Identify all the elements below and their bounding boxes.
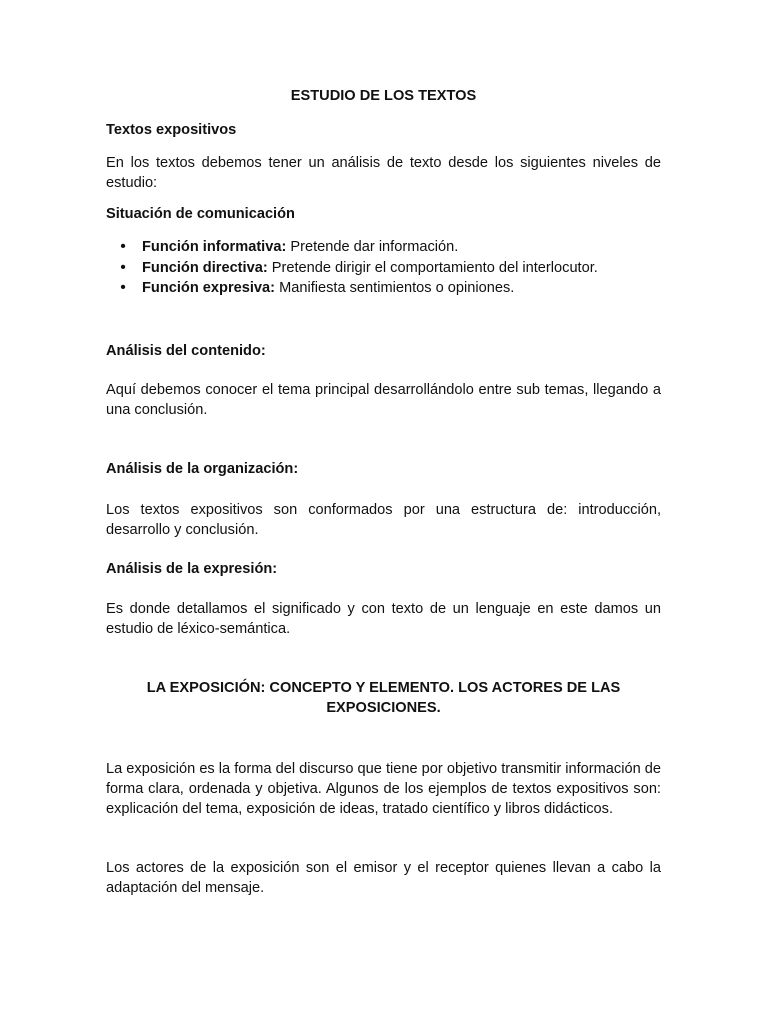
section-heading-textos-expositivos: Textos expositivos — [106, 122, 237, 138]
bullet-label: Función expresiva: — [142, 280, 276, 296]
bullet-item-directiva — [106, 258, 661, 279]
bullet-label: Función directiva: — [142, 259, 268, 276]
bullet-text: Pretende dirigir el comportamiento del interlocutor. — [267, 259, 598, 276]
paragraph-analisis-contenido: Aquí debemos conocer el tema principal desarrollándolo entre sub temas, llegando a una conclusión. — [106, 382, 661, 418]
paragraph-niveles-de-estudio: En los textos debemos tener un análisis de texto desde los siguientes niveles de estudio: — [106, 155, 661, 191]
bullet-icon: • — [120, 279, 126, 296]
section-heading-situacion-comunicacion: Situación de comunicación — [106, 206, 295, 222]
paragraph-exposicion-definicion: La exposición es la forma del discurso que tiene por objetivo transmitir información de forma clara, ordenada y objetiva. Algunos de los ejemplos de textos expositivos son: explicación del tema, exposición de ideas, tratado científico y libros didácticos. — [106, 761, 661, 817]
bullet-text: Pretende dar información. — [286, 239, 459, 255]
function-bullet-list — [106, 237, 661, 299]
bullet-label: Función informativa: — [142, 239, 287, 255]
bullet-icon: • — [120, 238, 126, 255]
bullet-text: Manifiesta sentimientos o opiniones. — [275, 280, 515, 296]
section-heading-analisis-organizacion: Análisis de la organización: — [106, 461, 299, 477]
bullet-icon: • — [120, 258, 126, 276]
paragraph-analisis-organizacion: Los textos expositivos son conformados por una estructura de: introducción, desarrollo y conclusión. — [106, 502, 661, 538]
paragraph-actores-exposicion: Los actores de la exposición son el emisor y el receptor quienes llevan a cabo la adaptación del mensaje. — [106, 860, 661, 896]
bullet-item-expresiva — [106, 278, 661, 299]
paragraph-analisis-expresion: Es donde detallamos el significado y con texto de un lenguaje en este damos un estudio de léxico-semántica. — [106, 601, 661, 637]
bullet-item-informativa — [106, 237, 661, 258]
section-heading-analisis-expresion: Análisis de la expresión: — [106, 561, 278, 577]
document-title: ESTUDIO DE LOS TEXTOS — [290, 88, 477, 104]
section-heading-analisis-contenido: Análisis del contenido: — [106, 343, 266, 359]
exposicion-title: LA EXPOSICIÓN: CONCEPTO Y ELEMENTO. LOS ACTORES DE LAS EXPOSICIONES. — [146, 680, 621, 716]
